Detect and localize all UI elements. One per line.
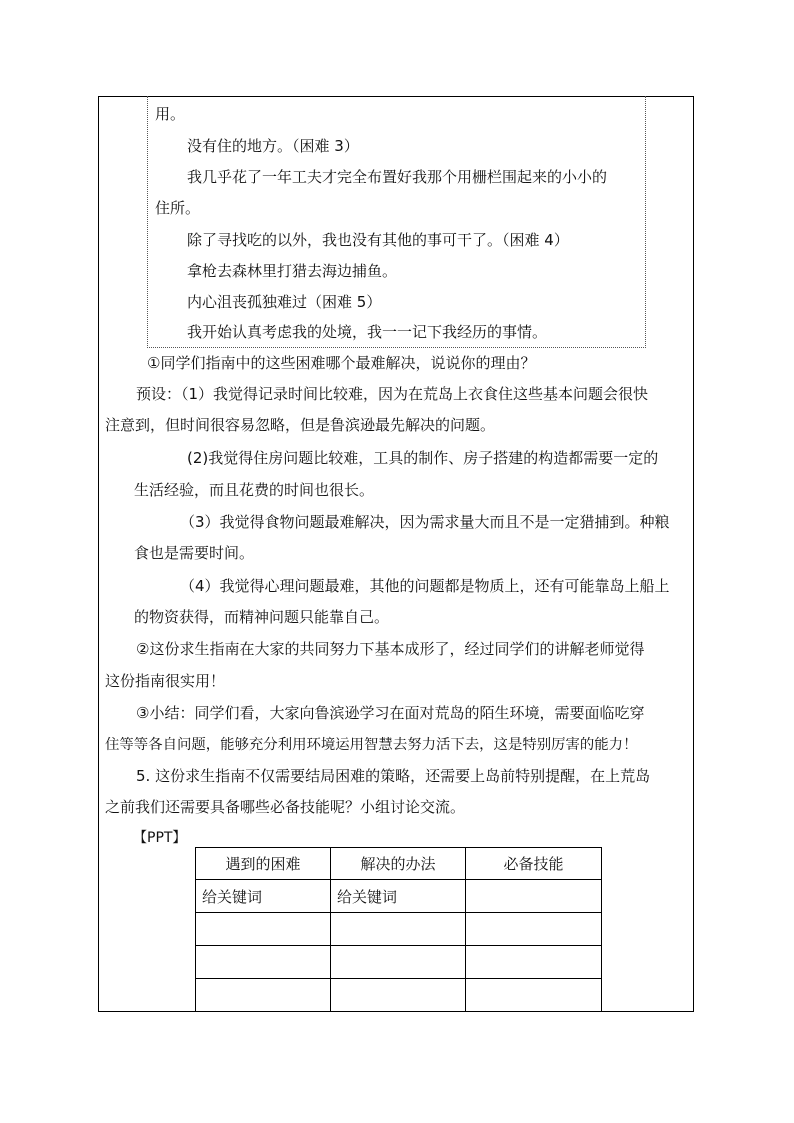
table-row bbox=[196, 913, 602, 946]
answer-3-line-1: （3）我觉得食物问题最难解决，因为需求量大而且不是一定猎捕到。种粮 bbox=[180, 513, 670, 531]
story-line: 用。 bbox=[155, 105, 186, 123]
table-cell bbox=[331, 913, 466, 946]
table-row bbox=[196, 946, 602, 979]
question-2-line-2: 这份指南很实用！ bbox=[105, 672, 226, 690]
ppt-label: 【PPT】 bbox=[133, 830, 187, 846]
story-line: 我开始认真考虑我的处境，我一一记下我经历的事情。 bbox=[187, 323, 548, 341]
table-cell bbox=[331, 946, 466, 979]
answer-2-line-2: 生活经验，而且花费的时间也很长。 bbox=[134, 481, 375, 499]
table-row bbox=[196, 979, 602, 1012]
question-1: ①同学们指南中的这些困难哪个最难解决，说说你的理由？ bbox=[147, 354, 536, 372]
answer-1-line-2: 注意到，但时间很容易忽略，但是鲁滨逊最先解决的问题。 bbox=[105, 416, 496, 434]
story-line: 没有住的地方。（困难 3） bbox=[187, 137, 359, 155]
story-line: 除了寻找吃的以外，我也没有其他的事可干了。（困难 4） bbox=[187, 231, 569, 249]
table-cell bbox=[196, 913, 331, 946]
question-2-line-1: ②这份求生指南在大家的共同努力下基本成形了，经过同学们的讲解老师觉得 bbox=[136, 640, 645, 658]
answer-1-line-1: 预设：（1）我觉得记录时间比较难，因为在荒岛上衣食住这些基本问题会很快 bbox=[136, 385, 649, 403]
table-cell bbox=[196, 946, 331, 979]
table-header-row bbox=[196, 848, 602, 880]
summary-line-1: ③小结：同学们看，大家向鲁滨逊学习在面对荒岛的陌生环境，需要面临吃穿 bbox=[136, 704, 645, 722]
question-5-line-1: 5. 这份求生指南不仅需要结局困难的策略，还需要上岛前特别提醒，在上荒岛 bbox=[136, 767, 651, 785]
table-cell bbox=[466, 946, 602, 979]
header-difficulty: 遇到的困难 bbox=[196, 848, 331, 880]
table-cell bbox=[466, 979, 602, 1012]
question-5-line-2: 之前我们还需要具备哪些必备技能呢？小组讨论交流。 bbox=[105, 798, 466, 816]
table-cell bbox=[196, 979, 331, 1012]
answer-2-line-1: (2)我觉得住房问题比较难，工具的制作、房子搭建的构造都需要一定的 bbox=[187, 449, 659, 467]
header-skill: 必备技能 bbox=[466, 848, 602, 880]
header-solution: 解决的办法 bbox=[331, 848, 466, 880]
table-cell: 给关键词 bbox=[331, 880, 466, 913]
story-line: 拿枪去森林里打猎去海边捕鱼。 bbox=[187, 262, 398, 280]
table-row bbox=[196, 880, 602, 913]
story-line: 我几乎花了一年工夫才完全布置好我那个用栅栏围起来的小小的 bbox=[187, 168, 608, 186]
answer-4-line-2: 的物资获得，而精神问题只能靠自己。 bbox=[134, 608, 390, 626]
summary-line-2: 住等等各自问题，能够充分利用环境运用智慧去努力活下去，这是特别厉害的能力！ bbox=[105, 737, 638, 753]
skills-table bbox=[195, 847, 602, 1012]
table-cell bbox=[466, 880, 602, 913]
answer-4-line-1: （4）我觉得心理问题最难，其他的问题都是物质上，还有可能靠岛上船上 bbox=[180, 577, 670, 595]
answer-3-line-2: 食也是需要时间。 bbox=[134, 544, 255, 562]
table-cell bbox=[466, 913, 602, 946]
story-line: 内心沮丧孤独难过（困难 5） bbox=[187, 293, 382, 311]
story-line: 住所。 bbox=[155, 199, 201, 217]
table-cell bbox=[331, 979, 466, 1012]
table-cell: 给关键词 bbox=[196, 880, 331, 913]
